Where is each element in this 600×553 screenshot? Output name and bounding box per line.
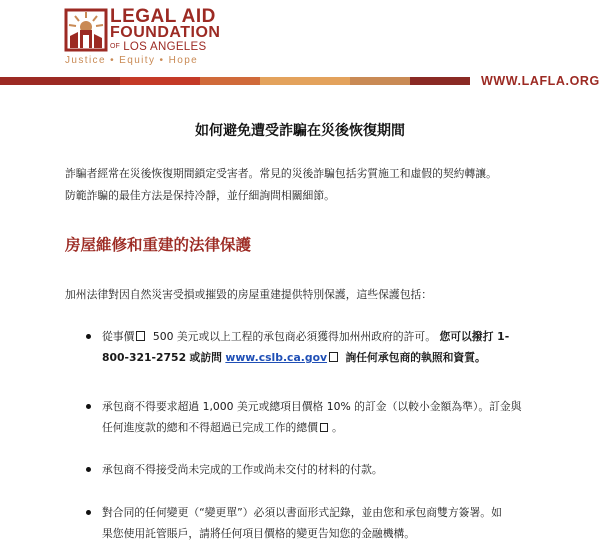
- missing-glyph-icon: [329, 352, 338, 362]
- changes-line-2: 果您使用託管賬戶，請將任何項目價格的變更告知您的金融機構。: [102, 527, 416, 540]
- list-item-deposit: [102, 396, 542, 438]
- license-line-2: [102, 347, 542, 368]
- changes-line-1: 對合同的任何變更（“變更單”）必須以書面形式記錄，並由您和承包商雙方簽署。如: [102, 506, 502, 519]
- bullet-dot-icon: [86, 510, 91, 515]
- lead-paragraph: 加州法律對因自然災害受損或摧毀的房屋重建提供特別保護，這些保護包括：: [65, 288, 433, 301]
- license-text-2: 500 美元或以上工程的承包商必須獲得加州州政府的許可。: [152, 330, 436, 343]
- license-bold-2: 或訪問: [189, 351, 222, 364]
- bullet-dot-icon: [86, 467, 91, 472]
- list-item-changes: [102, 502, 542, 544]
- license-line-1: [102, 326, 542, 347]
- deposit-line-2: [102, 417, 542, 438]
- section-heading: 房屋維修和重建的法律保護: [65, 236, 252, 254]
- license-text-1: 從事價: [102, 330, 135, 343]
- bullet-dot-icon: [86, 334, 91, 339]
- deposit-line-1: 承包商不得要求超過 1,000 美元或總項目價格 10% 的訂金（以較小金額為準）。訂金與: [102, 400, 522, 413]
- license-bold-3: 詢任何承包商的執照和資質。: [345, 351, 486, 364]
- deposit-text-2: 任何進度款的總和不得超過已完成工作的總價: [102, 421, 318, 434]
- document-title: 如何避免遭受詐騙在災後恢復期間: [195, 123, 405, 139]
- logo-text-la: LOS ANGELES: [123, 41, 207, 53]
- website-link[interactable]: WWW.LAFLA.ORG: [481, 74, 600, 88]
- intro-line-2: 防範詐騙的最佳方法是保持冷靜，並仔細詢問相關細節。: [65, 189, 335, 202]
- missing-glyph-icon: [136, 331, 145, 341]
- logo-text-foundation: FOUNDATION: [110, 24, 221, 41]
- list-item-license: [102, 326, 542, 368]
- logo-tagline: Justice • Equity • Hope: [65, 55, 199, 66]
- license-bold-1: 您可以撥打 1-: [439, 330, 510, 343]
- logo-text-legal-aid: LEGAL AID: [110, 6, 216, 27]
- missing-glyph-icon: [320, 423, 328, 432]
- license-phone: 800-321-2752: [102, 351, 187, 364]
- intro-line-1: 詐騙者經常在災後恢復期間鎖定受害者。常見的災後詐騙包括劣質施工和虛假的契約轉讓。: [65, 167, 497, 180]
- payment-line-1: 承包商不得接受尚未完成的工作或尚未交付的材料的付款。: [102, 463, 383, 476]
- deposit-text-end: 。: [331, 421, 343, 434]
- bullet-dot-icon: [86, 404, 91, 409]
- list-item-payment: [102, 459, 542, 480]
- logo-text-of: OF: [110, 43, 120, 50]
- cslb-link[interactable]: www.cslb.ca.gov: [225, 351, 328, 364]
